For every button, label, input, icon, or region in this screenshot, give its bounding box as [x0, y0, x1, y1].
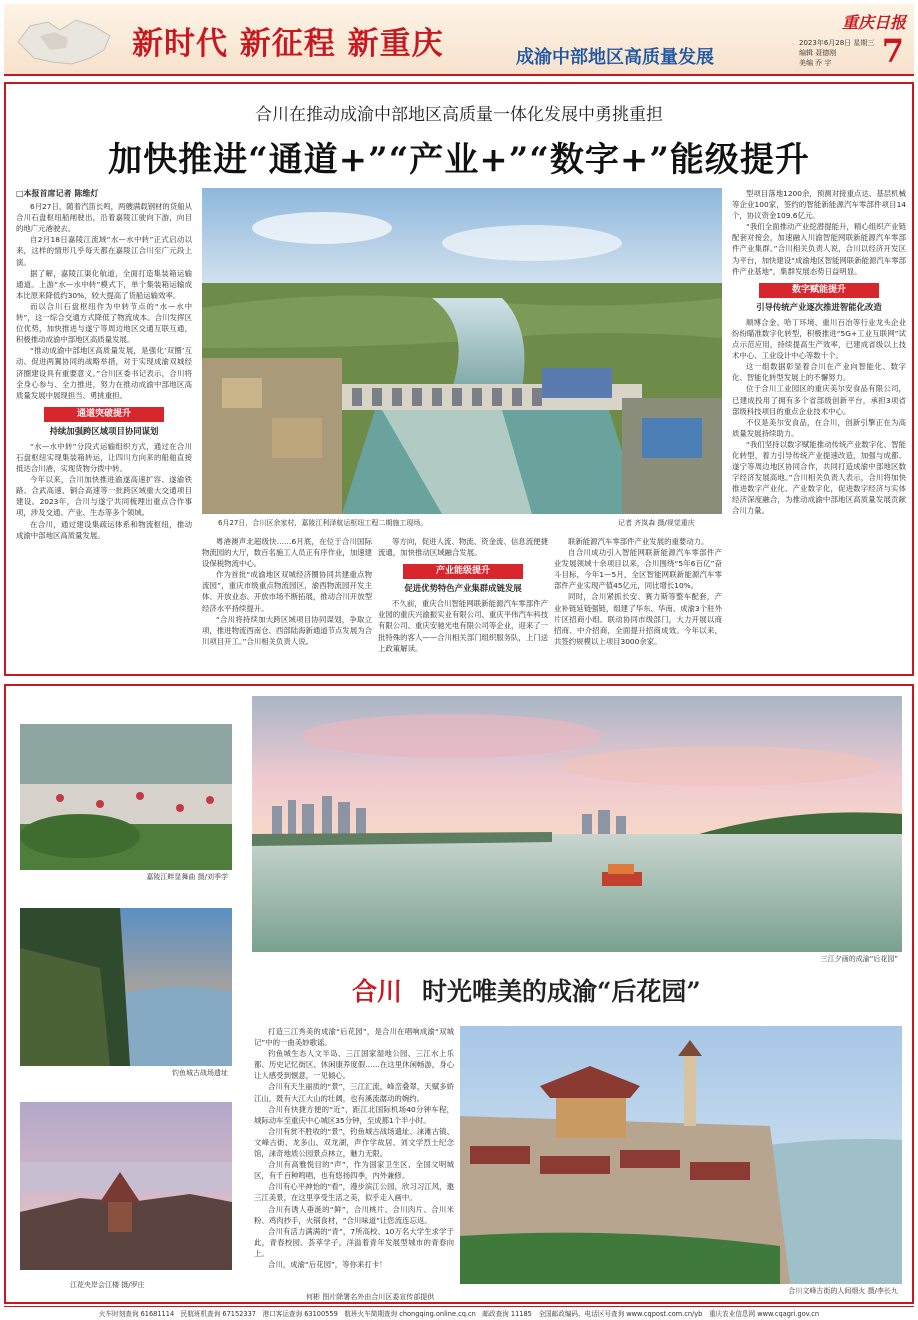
paragraph: “推动成渝中部地区高质量发展，是强化‘双圈’互动、促进两翼协同的战略举措，对于实现成渝双城经济圈建设具有重要意义。”合川区委书记表示，合川将全身心参与、全力推进，努力在推动成渝中部地区高质量发展中展现担当、勇挑重担。: [16, 346, 192, 400]
paragraph: 自2月18日嘉陵江流域“水—水中转”正式启动以来，这样的情形几乎每天都在嘉陵江合川至广元段上演。: [16, 235, 192, 267]
feature-body: [254, 1026, 454, 1288]
paragraph: 顺博合金、哈丁环境、重川百冶等行业龙头企业纷纷瞄准数字化转型，积极推进“5G+工业互联网”试点示范应用，持续提高生产效率，已建成省级以上技术中心、工业设计中心等数十个。: [732, 317, 906, 361]
paragraph: 作为首批“成渝地区双城经济圈协同共建重点物流园”，重庆市级重点物流园区，渝西物流园开发主体、开放业态、开放市场不断拓展，推动合川开放型经济水平持续提升。: [202, 570, 372, 613]
paragraph: 不仅是美尔安食品，在合川，创新引擎正在为高质量发展持续助力。: [732, 417, 906, 438]
paragraph: 合川有快捷方便的“近”，距江北国际机场40分钟车程，城际动车至重庆中心城区35分钟，至成都1个半小时。: [254, 1104, 454, 1125]
paragraph: “我们全面推动产业挖潜提能升，精心组织产业链配套对接会，加速融入川渝智能网联新能源汽车零部件产业集群。”合川相关负责人说，合川以经济开发区为平台，加快建设“成渝地区智能网联新能源汽车零部件产业基地”，集群发展态势日益明显。: [732, 222, 906, 276]
chongqing-map-icon: [10, 12, 118, 72]
issue-weekday: 星期三: [853, 39, 875, 47]
paragraph: “我们坚持以数字赋能推动传统产业数字化、智能化转型，着力引导传统产业提速改造，加强与成都、遂宁等周边地区协同合作，共同打造成渝中部地区数字经济发展高地。”合川相关负责人表示，合川将加快推进数字产业化、产业数字化，促进数字经济与实体经济深度融合，为推动成渝中部地区高质量发展贡献合川力量。: [732, 439, 906, 516]
designer-line: 美编 乔 宇: [799, 59, 832, 67]
paragraph: “水—水中转”分段式运输组织方式，通过在合川石盘枢纽实现集装箱转运，让四川方向来的船舶直接抵达合川港，实现货物分拨中转。: [16, 441, 192, 474]
issue-meta: [799, 38, 874, 68]
side-photo-caption: 钓鱼城古战场遗址: [172, 1069, 228, 1077]
side-photo-3: [20, 1102, 232, 1298]
photo-credit: 何彬 图片除署名外由合川区委宣传部提供: [306, 1293, 435, 1301]
wenfeng-old-street-image: [460, 1026, 902, 1284]
article-column-1: [16, 188, 192, 668]
old-street-caption: 合川文峰古街的人间烟火 摄/李长九: [788, 1287, 898, 1295]
feature-title-text: 时光唯美的成渝“后花园”: [422, 977, 701, 1006]
paragraph: 等方向，促进人流、物流、资金流、信息流便捷流通，加快推动区域融合发展。: [378, 537, 548, 558]
paragraph: 合川，成渝“后花园”，等你来打卡！: [268, 1259, 387, 1269]
kicker: 合川在推动成渝中部地区高质量一体化发展中勇挑重担: [255, 105, 663, 125]
section-subtitle: 持续加强跨区域项目协同谋划: [49, 425, 159, 436]
article-column-3: [378, 536, 548, 668]
paragraph: 合川有诱人垂涎的“鲜”，合川桃片、合川肉片、合川米粉、鸡肉抄手，火锅食材，“合川味道”让您流连忘返。: [254, 1204, 454, 1225]
paragraph: 不久前，重庆合川智能网联新能源汽车零部件产业园的重庆兴渝振实业有限公司、重庆平伟汽车科技有限公司、重庆安驰光电有限公司等企业，迎来了一批特殊的客人——合川相关部门组织服务队，上门送上政策解读。: [378, 599, 548, 653]
paragraph: 据了解，嘉陵江渠化航道，全面打造集装箱运输通道。上游“水—水中转”模式下，单个集装箱运输成本比原来降低约30%，较大提高了货船运输效率。: [16, 268, 192, 300]
paragraph: 粤港澳声北超级快……6月底，在位于合川国际物流园的大厅，数百名施工人员正有序作业，加速建设保税物流中心。: [202, 537, 372, 569]
feature-title-place: 合川: [352, 977, 403, 1006]
paper-name: 重庆日报: [841, 13, 906, 32]
section-subtitle: 引导传统产业逐次推进智能化改造: [756, 301, 882, 312]
paragraph: 这一组数据彰显着合川在产业向智能化、数字化、智能化转型发展上的不懈努力。: [732, 362, 906, 383]
article-column-2: [202, 536, 372, 668]
hydro-project-photo: [202, 188, 722, 514]
paragraph: 型项目落地1200余，预测对接重点达、基层机械等企业100家，签约的智能新能源汽车零部件项目14个，协议资金109.6亿元。: [732, 189, 906, 221]
slogan: 新时代 新征程 新重庆: [132, 26, 444, 62]
section-label: 产业能级提升: [403, 564, 523, 579]
paragraph: 今年以来，合川加快推进渝遂高速扩容、遂渝铁路、合武高速、铜合高速等一批跨区域重大交通项目建设。2023年，合川与遂宁共同梳理出重点合作事项，涉及交通、产业、生态等多个领域。: [16, 475, 192, 518]
paragraph: 同时，合川紧抓长安、赛力斯等整车配套，产业补链延链强链，组建了华东、华南、成渝3个驻外片区招商小组。联动协同市级部门，大力开展以商招商、中介招商，全面提升招商成效。今年以来，共签约规模以上项目3000余家。: [554, 592, 722, 646]
masthead: [4, 4, 914, 76]
side-photo-2: [20, 908, 232, 1078]
panorama-caption: 三江夕画的成渝“后花园”: [820, 955, 898, 963]
paragraph: 联新能源汽车零部件产业发展的重要动力。: [568, 537, 709, 546]
section-subtitle: 促进优势特色产业集群成链发展: [404, 583, 522, 594]
riverside-dance-image: [20, 724, 232, 870]
paragraph: 打造三江秀美的成渝“后花园”，是合川在唱响成渝“双城记”中的一曲美妙歌谣。: [254, 1027, 454, 1048]
article-column-5: [732, 188, 906, 668]
side-photo-1: [20, 724, 232, 884]
paragraph: 自合川成功引入智能网联新能源汽车零部件产业发展领域十余项目以来，合川围绕“5年6百亿”奋斗目标，今年1—5月，全区智能网联新能源汽车零部件产业实现产值45亿元，同比增长10%。: [554, 548, 722, 591]
paragraph: 合川有高雅悦目的“声”，作为国家卫生区、全国文明城区，有千百种鸣唱，也有悠扬四季，内外兼修。: [254, 1160, 454, 1181]
paragraph: 位于合川工业园区的重庆美尔安食品有限公司，已建成投用了拥有多个省部级创新平台，承担3项省部级科技项目的重点企业技术中心。: [732, 384, 906, 416]
article-column-4: [554, 536, 722, 668]
riverside-pavilion-image: [20, 1102, 232, 1270]
photo-caption: 6月27日，合川区余家村，嘉陵江利泽航运枢纽工程二期施工现场。: [218, 519, 428, 527]
section-label: 数字赋能提升: [759, 283, 879, 298]
feature-title: [352, 972, 701, 1008]
panorama-photo: [252, 696, 902, 962]
paragraph: 6月27日，随着汽笛长鸣，两艘满载钢材的货船从合川石盘枢纽船闸驶出，沿着嘉陵江驶向下游，向目的地广元港驶去。: [16, 202, 192, 234]
headline: 加快推进“通道+”“产业+”“数字+”能级提升: [108, 140, 810, 180]
dam-aerial-image: [202, 188, 722, 514]
side-photo-caption: 江花夹岸会江楼 摄/罗庄: [70, 1281, 145, 1289]
paragraph: 合川有活力满满的“青”，7所高校、10万名大学生求学于此，青春校园、荟萃学子，洋溢着青年发展型城市的青春向上。: [254, 1226, 454, 1258]
paragraph: 合川有赏不胜收的“景”，钓鱼城古战场遗址、涞滩古镇、文峰古街、龙多山、双龙湖，声作学故居、刘文学烈士纪念馆，涞奇地质公园景点林立，魅力无限。: [254, 1126, 454, 1159]
byline: □本报首席记者 陈维灯: [16, 189, 99, 198]
section-label: 通道突破提升: [44, 407, 164, 422]
paragraph: 钓鱼城生态人文半岛、三江国家湿地公园、三江水上乐都、历史记忆街区、休闲康养度假……在这里休闲畅游，身心让人感受到惬意，一见倾心。: [254, 1049, 454, 1081]
side-photo-caption: 嘉陵江畔显舞曲 摄/刘季学: [146, 873, 228, 881]
top-story: [4, 82, 914, 676]
editor-line: 编辑 聂德刚: [799, 49, 837, 57]
three-rivers-sunset-image: [252, 696, 902, 952]
fishing-town-ruins-image: [20, 908, 232, 1066]
paragraph: 合川有天生丽质的“景”，三江汇流，峰峦叠翠，天赋多娇江山，既有大江大山的壮阔，也有溪流潺动的婉约。: [254, 1082, 454, 1103]
old-street-photo: [460, 1026, 902, 1298]
service-footer: 火车时刻查询 61681114 民航班机查询 67152337 港口客运查询 63100559 航班火车简期查询 chongqing.online.cq.cn 邮政查询 11185 全国邮政编码、电话区号查询 www.cqpost.com.cn/yb 重庆农业信息网 www.cqagri.gov.cn: [4, 1306, 914, 1320]
issue-date: 2023年6月28日: [799, 39, 852, 47]
paragraph: 在合川，通过建设集疏运体系和物流枢纽，推动成渝中部地区高质量发展。: [16, 519, 192, 540]
paragraph: 合川有心平神怡的“看”，漫步滨江公园，欣习习江风，邀三江美景，在这里享受生活之美，似乎走入画中。: [254, 1182, 454, 1203]
column-title: 成渝中部地区高质量发展: [516, 47, 714, 68]
paragraph: “合川将持续加大跨区域项目协同谋划，争取立项，推进物流西南仓、西部陆海新通道节点发展为合川项目开工。”合川相关负责人说。: [202, 614, 372, 646]
paragraph: 而以合川石盘枢纽作为中转节点的“水—水中转”，这一综合交通方式降低了物流成本。合川发挥区位优势，加快推进与遂宁等周边地区交通互联互通，积极推动成渝中部地区高质量发展。: [16, 301, 192, 345]
photo-credit: 记者 齐岚森 摄/视觉重庆: [618, 519, 695, 527]
feature-section: [4, 684, 914, 1304]
page-number: 7: [881, 32, 904, 70]
